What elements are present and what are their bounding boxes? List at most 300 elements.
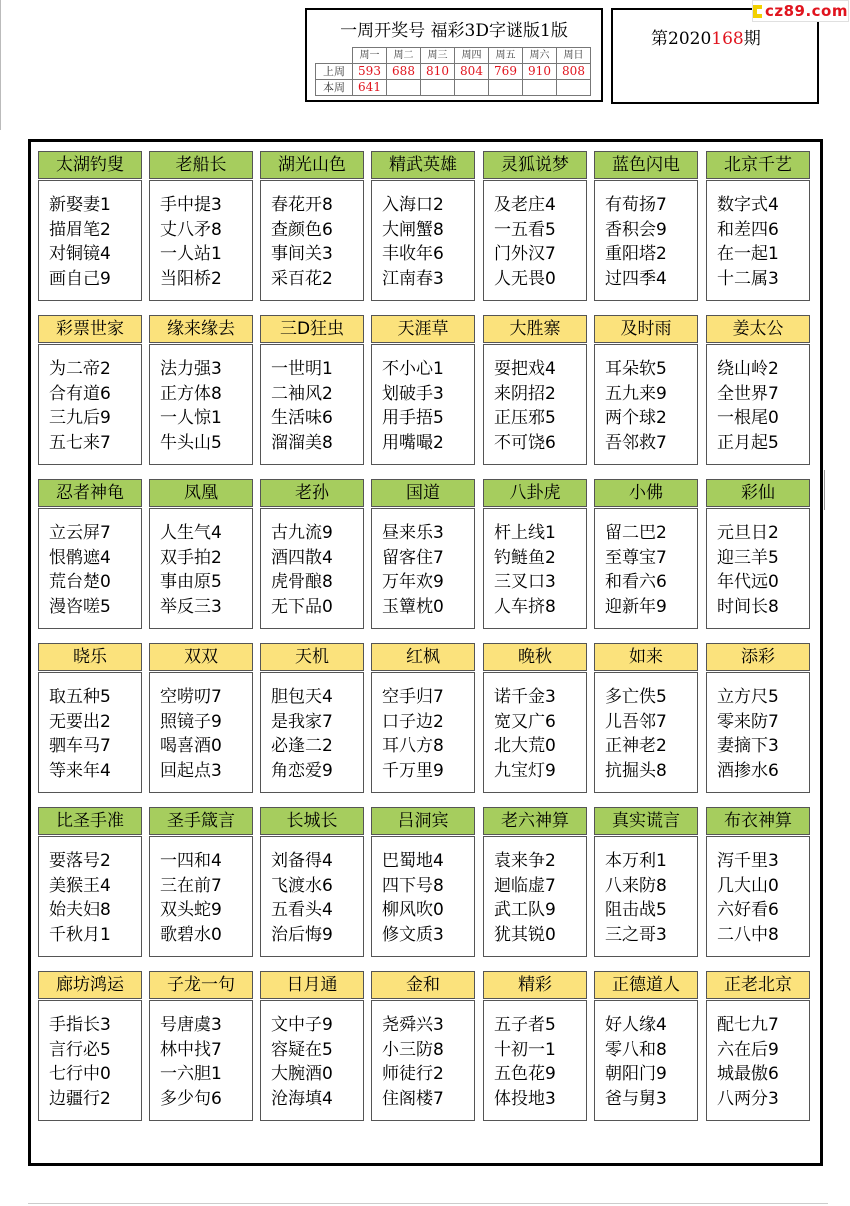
riddle-line: 尧舜兴3 (382, 1015, 444, 1035)
riddle-line: 多亡佚5 (605, 687, 667, 707)
riddle-line: 有荀扬7 (605, 195, 667, 215)
riddle-line: 体投地3 (494, 1088, 556, 1109)
riddle-line: 留二巴2 (605, 523, 667, 543)
riddle-block-title: 廊坊鸿运 (38, 971, 142, 999)
riddle-line: 言行必5 (49, 1039, 111, 1060)
riddle-block-body (371, 508, 475, 629)
draw-number: 641 (353, 80, 387, 96)
logo-text: cz89.com (764, 2, 848, 20)
riddle-block (371, 971, 475, 1121)
riddle-block (594, 971, 698, 1121)
riddle-line: 采百花2 (271, 268, 333, 289)
riddle-line: 胆包天4 (271, 687, 333, 707)
riddle-block-body (706, 672, 810, 793)
riddle-block (371, 807, 475, 957)
riddle-block-title: 凤凰 (149, 479, 253, 507)
riddle-line: 容疑在5 (271, 1039, 333, 1060)
riddle-block (149, 643, 253, 793)
riddle-block-body (594, 344, 698, 465)
riddle-line: 全世界7 (717, 383, 779, 404)
weekday-label: 周六 (523, 48, 557, 64)
riddle-line: 武工队9 (494, 900, 556, 920)
riddle-line: 来阴招2 (494, 383, 556, 404)
riddle-block-body (38, 836, 142, 957)
riddle-line: 城最傲6 (717, 1064, 779, 1084)
riddle-line: 酒四散4 (271, 547, 333, 568)
riddle-block (483, 807, 587, 957)
riddle-line: 用嘴嘬2 (382, 432, 444, 453)
riddle-block-body (260, 180, 364, 301)
riddle-line: 人生气4 (160, 523, 222, 543)
draw-number: 810 (421, 64, 455, 80)
riddle-line: 五子者5 (494, 1015, 556, 1035)
riddle-line: 六好看6 (717, 900, 779, 920)
riddle-block-body (38, 1000, 142, 1121)
riddle-line: 人无畏0 (494, 268, 556, 289)
riddle-block-title: 正老北京 (706, 971, 810, 999)
riddle-line: 二八中8 (717, 924, 779, 945)
riddle-line: 过四季4 (605, 268, 667, 289)
riddle-line: 空手归7 (382, 687, 444, 707)
riddle-line: 喝喜酒0 (160, 736, 222, 756)
riddle-line: 举反三3 (160, 596, 222, 617)
riddle-line: 六在后9 (717, 1039, 779, 1060)
riddle-block-title: 真实谎言 (594, 807, 698, 835)
riddle-line: 和差四6 (717, 219, 779, 240)
riddle-line: 犹其锐0 (494, 924, 556, 945)
page-edge-line (0, 0, 1, 130)
riddle-line: 照镜子9 (160, 711, 222, 732)
page-bottom-line (28, 1203, 828, 1204)
riddle-line: 当阳桥2 (160, 268, 222, 289)
page-edge-mark (824, 470, 825, 510)
riddle-block (483, 315, 587, 465)
draw-number: 593 (353, 64, 387, 80)
draw-number: 808 (557, 64, 591, 80)
site-logo[interactable] (752, 0, 849, 22)
riddle-line: 迎新年9 (605, 596, 667, 617)
riddle-line: 事由原5 (160, 572, 222, 592)
riddle-line: 九宝灯9 (494, 760, 556, 781)
riddle-block-title: 蓝色闪电 (594, 151, 698, 179)
riddle-block (260, 151, 364, 301)
riddle-line: 五看头4 (271, 900, 333, 920)
draw-number: 910 (523, 64, 557, 80)
riddle-line: 始夫妇8 (49, 900, 111, 920)
weekday-label: 周四 (455, 48, 489, 64)
riddle-line: 三叉口3 (494, 572, 556, 592)
riddle-line: 迎三羊5 (717, 547, 779, 568)
riddle-line: 划破手3 (382, 383, 444, 404)
riddle-line: 回起点3 (160, 760, 222, 781)
riddle-line: 千万里9 (382, 760, 444, 781)
riddle-block-body (594, 836, 698, 957)
riddle-line: 口子边2 (382, 711, 444, 732)
riddle-block-title: 如来 (594, 643, 698, 671)
riddle-line: 玉簟枕0 (382, 596, 444, 617)
riddle-line: 酒掺水6 (717, 760, 779, 781)
riddle-line: 抗掘头8 (605, 760, 667, 781)
riddle-line: 数字式4 (717, 195, 779, 215)
riddle-line: 重阳塔2 (605, 244, 667, 264)
riddle-block-title: 子龙一句 (149, 971, 253, 999)
riddle-block (38, 971, 142, 1121)
period-suffix: 期 (743, 29, 761, 49)
riddle-block-title: 老孙 (260, 479, 364, 507)
riddle-line: 正方体8 (160, 383, 222, 404)
period-prefix: 第2020 (651, 29, 712, 49)
riddle-line: 无要出2 (49, 711, 111, 732)
riddle-block (706, 479, 810, 629)
this-week-label: 本周 (316, 80, 353, 96)
riddle-line: 正压邪5 (494, 408, 556, 428)
riddle-line: 不小心1 (382, 359, 444, 379)
riddle-line: 十初一1 (494, 1039, 556, 1060)
riddle-line: 必逢二2 (271, 736, 333, 756)
riddle-block-title: 天机 (260, 643, 364, 671)
draw-number (523, 80, 557, 96)
riddle-block-title: 及时雨 (594, 315, 698, 343)
riddle-line: 取五种5 (49, 687, 111, 707)
riddle-line: 零八和8 (605, 1039, 667, 1060)
riddle-block (149, 479, 253, 629)
riddle-line: 合有道6 (49, 383, 111, 404)
riddle-block-title: 红枫 (371, 643, 475, 671)
riddle-block-title: 八卦虎 (483, 479, 587, 507)
riddle-line: 多少句6 (160, 1088, 222, 1109)
riddle-line: 一五看5 (494, 219, 556, 240)
last-week-row (316, 64, 591, 80)
riddle-line: 一人惊1 (160, 408, 222, 428)
riddle-block-title: 国道 (371, 479, 475, 507)
riddle-block-title: 北京千艺 (706, 151, 810, 179)
riddle-line: 林中找7 (160, 1039, 222, 1060)
riddle-block (594, 151, 698, 301)
riddle-line: 修文质3 (382, 924, 444, 945)
riddle-block (149, 807, 253, 957)
riddle-line: 新娶妻1 (49, 195, 111, 215)
riddle-line: 香积会9 (605, 219, 667, 240)
riddle-block-body (483, 344, 587, 465)
riddle-line: 正神老2 (605, 736, 667, 756)
riddle-line: 耳八方8 (382, 736, 444, 756)
draw-number: 804 (455, 64, 489, 80)
riddle-block (260, 807, 364, 957)
riddle-line: 儿吾邻7 (605, 711, 667, 732)
riddle-line: 治后悔9 (271, 924, 333, 945)
riddle-line: 绕山岭2 (717, 359, 779, 379)
riddle-line: 三之哥3 (605, 924, 667, 945)
riddle-line: 泻千里3 (717, 851, 779, 871)
riddle-block-title: 吕洞宾 (371, 807, 475, 835)
riddle-line: 入海口2 (382, 195, 444, 215)
riddle-block-body (483, 836, 587, 957)
riddle-line: 十二属3 (717, 268, 779, 289)
riddle-block-body (371, 344, 475, 465)
weekday-label: 周三 (421, 48, 455, 64)
riddle-block-body (260, 836, 364, 957)
riddle-block-body (149, 344, 253, 465)
riddle-line: 对铜镜4 (49, 244, 111, 264)
riddle-block-body (371, 1000, 475, 1121)
this-week-row (316, 80, 591, 96)
riddle-line: 时间长8 (717, 596, 779, 617)
riddle-block-body (594, 180, 698, 301)
riddle-block-body (371, 672, 475, 793)
riddle-line: 描眉笔2 (49, 219, 111, 240)
riddle-block-title: 老船长 (149, 151, 253, 179)
riddle-line: 一人站1 (160, 244, 222, 264)
riddle-line: 迴临虚7 (494, 875, 556, 896)
riddle-line: 八两分3 (717, 1088, 779, 1109)
table-corner (316, 48, 353, 64)
riddle-block-body (483, 672, 587, 793)
riddle-line: 虎骨酿8 (271, 572, 333, 592)
riddle-block (483, 643, 587, 793)
riddle-line: 沧海填4 (271, 1088, 333, 1109)
riddle-block (594, 643, 698, 793)
riddle-block (594, 807, 698, 957)
riddle-block-title: 布衣神算 (706, 807, 810, 835)
weekday-label: 周一 (353, 48, 387, 64)
riddle-line: 两个球2 (605, 408, 667, 428)
riddle-block (706, 151, 810, 301)
riddle-line: 吾邻救7 (605, 432, 667, 453)
draw-number: 769 (489, 64, 523, 80)
riddle-line: 生活味6 (271, 408, 333, 428)
riddle-line: 宽又广6 (494, 711, 556, 732)
riddle-block-body (149, 836, 253, 957)
riddle-line: 和看六6 (605, 572, 667, 592)
riddle-line: 大腕酒0 (271, 1064, 333, 1084)
riddle-line: 一根尾0 (717, 408, 779, 428)
riddle-block-title: 忍者神龟 (38, 479, 142, 507)
riddle-block (38, 479, 142, 629)
riddle-block (483, 479, 587, 629)
riddle-block-title: 日月通 (260, 971, 364, 999)
riddle-line: 耍把戏4 (494, 359, 556, 379)
riddle-block (706, 315, 810, 465)
riddle-block-title: 添彩 (706, 643, 810, 671)
riddle-line: 及老庄4 (494, 195, 556, 215)
riddle-line: 阻击战5 (605, 900, 667, 920)
riddle-block-body (38, 508, 142, 629)
riddle-line: 零来防7 (717, 711, 779, 732)
riddle-line: 一六胆1 (160, 1064, 222, 1084)
riddle-block-body (371, 180, 475, 301)
riddle-block-body (594, 672, 698, 793)
riddle-line: 无下品0 (271, 596, 333, 617)
riddle-line: 为二帝2 (49, 359, 111, 379)
riddle-line: 留客住7 (382, 547, 444, 568)
riddle-block (260, 315, 364, 465)
riddle-block (706, 971, 810, 1121)
riddle-line: 事间关3 (271, 244, 333, 264)
riddle-block (594, 479, 698, 629)
riddle-line: 恨鹘遮4 (49, 547, 111, 568)
riddle-block-body (594, 508, 698, 629)
riddle-line: 正月起5 (717, 432, 779, 453)
draw-number (455, 80, 489, 96)
riddle-line: 用手捂5 (382, 408, 444, 428)
riddle-line: 诺千金3 (494, 687, 556, 707)
riddle-line: 至尊宝7 (605, 547, 667, 568)
riddle-line: 万年欢9 (382, 572, 444, 592)
riddle-line: 双头蛇9 (160, 900, 222, 920)
riddle-grid (28, 139, 823, 1166)
riddle-block-title: 老六神算 (483, 807, 587, 835)
riddle-block-body (149, 672, 253, 793)
draw-number (557, 80, 591, 96)
riddle-block-body (483, 180, 587, 301)
riddle-block-title: 三D狂虫 (260, 315, 364, 343)
riddle-line: 耳朵软5 (605, 359, 667, 379)
riddle-block-body (483, 508, 587, 629)
weekday-label: 周日 (557, 48, 591, 64)
riddle-block-body (706, 180, 810, 301)
riddle-block-body (260, 1000, 364, 1121)
riddle-block-title: 晚秋 (483, 643, 587, 671)
riddle-line: 五色花9 (494, 1064, 556, 1084)
riddle-line: 本万利1 (605, 851, 667, 871)
riddle-block-body (260, 672, 364, 793)
riddle-block (371, 151, 475, 301)
riddle-line: 边疆行2 (49, 1088, 111, 1109)
riddle-line: 北大荒0 (494, 736, 556, 756)
draw-number (489, 80, 523, 96)
riddle-block (149, 315, 253, 465)
riddle-block-title: 姜太公 (706, 315, 810, 343)
riddle-block-title: 精武英雄 (371, 151, 475, 179)
riddle-line: 立云屏7 (49, 523, 111, 543)
riddle-line: 四下号8 (382, 875, 444, 896)
riddle-line: 一四和4 (160, 851, 222, 871)
riddle-line: 朝阳门9 (605, 1064, 667, 1084)
period-number (651, 24, 761, 49)
riddle-line: 空唠叨7 (160, 687, 222, 707)
logo-icon (753, 5, 762, 18)
riddle-line: 等来年4 (49, 760, 111, 781)
riddle-line: 钓鲢鱼2 (494, 547, 556, 568)
riddle-line: 三九后9 (49, 408, 111, 428)
riddle-block (149, 151, 253, 301)
riddle-line: 是我家7 (271, 711, 333, 732)
riddle-line: 古九流9 (271, 523, 333, 543)
riddle-line: 不可饶6 (494, 432, 556, 453)
riddle-block-body (706, 836, 810, 957)
weekday-label: 周五 (489, 48, 523, 64)
riddle-block-title: 缘来缘去 (149, 315, 253, 343)
riddle-block-title: 彩票世家 (38, 315, 142, 343)
riddle-block-title: 太湖钓叟 (38, 151, 142, 179)
riddle-line: 五七来7 (49, 432, 111, 453)
riddle-block (371, 643, 475, 793)
riddle-block (594, 315, 698, 465)
riddle-line: 漫咨嗟5 (49, 596, 111, 617)
weekly-draw-title: 一周开奖号 福彩3D字谜版1版 (340, 21, 568, 41)
riddle-block-title: 双双 (149, 643, 253, 671)
riddle-block (371, 315, 475, 465)
riddle-block-body (149, 508, 253, 629)
riddle-block-title: 彩仙 (706, 479, 810, 507)
riddle-block-title: 天涯草 (371, 315, 475, 343)
riddle-block (706, 807, 810, 957)
riddle-line: 春花开8 (271, 195, 333, 215)
riddle-line: 在一起1 (717, 244, 779, 264)
riddle-block-title: 长城长 (260, 807, 364, 835)
riddle-block-body (706, 508, 810, 629)
riddle-block (38, 643, 142, 793)
riddle-block (483, 971, 587, 1121)
riddle-line: 小三防8 (382, 1039, 444, 1060)
riddle-line: 妻摘下3 (717, 736, 779, 756)
riddle-line: 千秋月1 (49, 924, 111, 945)
draw-number: 688 (387, 64, 421, 80)
weekday-label: 周二 (387, 48, 421, 64)
riddle-block (260, 479, 364, 629)
riddle-line: 一世明1 (271, 359, 333, 379)
riddle-block-title: 比圣手准 (38, 807, 142, 835)
riddle-line: 刘备得4 (271, 851, 333, 871)
riddle-line: 歌碧水0 (160, 924, 222, 945)
riddle-line: 牛头山5 (160, 432, 222, 453)
riddle-block-title: 湖光山色 (260, 151, 364, 179)
riddle-line: 飞渡水6 (271, 875, 333, 896)
riddle-line: 配七九7 (717, 1015, 779, 1035)
riddle-line: 三在前7 (160, 875, 222, 896)
riddle-block (149, 971, 253, 1121)
riddle-line: 八来防8 (605, 875, 667, 896)
riddle-block-body (483, 1000, 587, 1121)
riddle-block (483, 151, 587, 301)
riddle-line: 双手拍2 (160, 547, 222, 568)
riddle-block-body (149, 180, 253, 301)
riddle-line: 号唐虞3 (160, 1015, 222, 1035)
riddle-line: 法力强3 (160, 359, 222, 379)
last-week-label: 上周 (316, 64, 353, 80)
riddle-line: 丈八矛8 (160, 219, 222, 240)
riddle-block-title: 圣手箴言 (149, 807, 253, 835)
riddle-block-body (38, 180, 142, 301)
riddle-block (38, 807, 142, 957)
riddle-line: 要落号2 (49, 851, 111, 871)
weekly-draw-panel (305, 8, 603, 102)
riddle-block-title: 大胜寨 (483, 315, 587, 343)
riddle-block-title: 精彩 (483, 971, 587, 999)
riddle-line: 溜溜美8 (271, 432, 333, 453)
riddle-line: 柳风吹0 (382, 900, 444, 920)
weekly-draw-table (315, 47, 591, 96)
riddle-block-body (706, 1000, 810, 1121)
riddle-block (371, 479, 475, 629)
riddle-line: 驷车马7 (49, 736, 111, 756)
riddle-block (260, 643, 364, 793)
riddle-line: 元旦日2 (717, 523, 779, 543)
riddle-line: 人车挤8 (494, 596, 556, 617)
riddle-line: 手中提3 (160, 195, 222, 215)
riddle-block (38, 315, 142, 465)
riddle-block-body (149, 1000, 253, 1121)
riddle-block-body (38, 672, 142, 793)
riddle-line: 昼来乐3 (382, 523, 444, 543)
riddle-block-title: 晓乐 (38, 643, 142, 671)
riddle-line: 画自己9 (49, 268, 111, 289)
riddle-line: 几大山0 (717, 875, 779, 896)
riddle-line: 大闸蟹8 (382, 219, 444, 240)
riddle-line: 七行中0 (49, 1064, 111, 1084)
riddle-block-body (594, 1000, 698, 1121)
riddle-line: 好人缘4 (605, 1015, 667, 1035)
